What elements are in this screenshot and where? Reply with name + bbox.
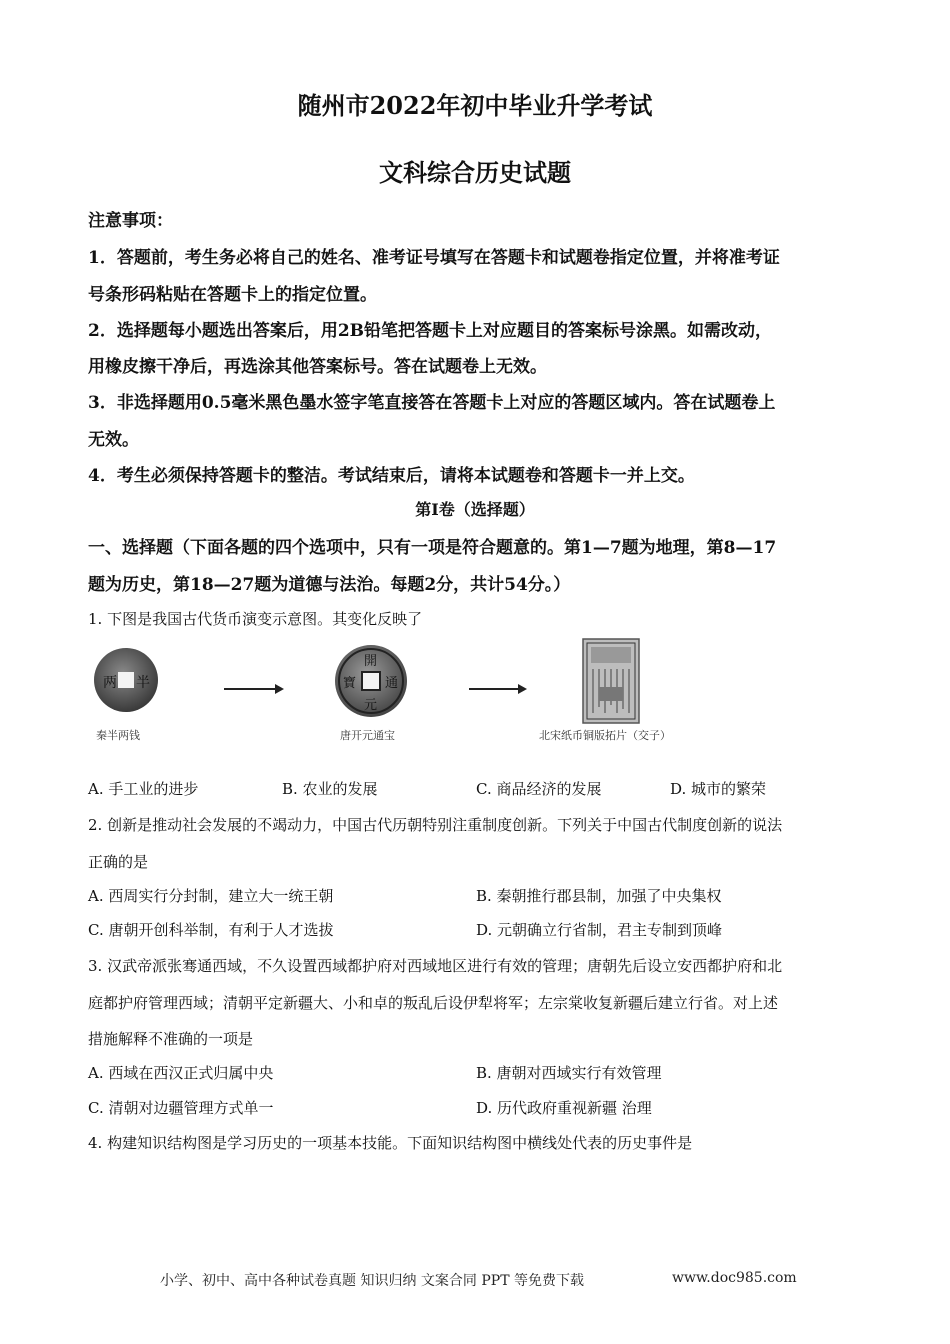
qin-banliang-coin-image: [92, 645, 160, 715]
caption-qin-banliang: 秦半两钱: [96, 729, 140, 742]
question-1-stem: 1. 下图是我国古代货币演变示意图。其变化反映了: [88, 610, 423, 628]
q2-option-a[interactable]: A. 西周实行分封制，建立大一统王朝: [88, 887, 334, 905]
notice-item-3-line2: 无效。: [88, 430, 139, 450]
coin1-char-0: 半: [136, 675, 150, 691]
question-3-stem-line2: 庭都护府管理西域；清朝平定新疆大、小和卓的叛乱后设伊犁将军；左宗棠收复新疆后建立行省。对上述: [88, 994, 779, 1012]
caption-song-jiaozi: 北宋纸币铜版拓片（交子）: [539, 729, 671, 742]
q3-option-c[interactable]: C. 清朝对边疆管理方式单一: [88, 1099, 274, 1117]
q3-option-b[interactable]: B. 唐朝对西域实行有效管理: [476, 1064, 662, 1082]
section-instructions-line2: 题为历史，第18—27题为道德与法治。每题2分，共计54分。）: [88, 575, 571, 595]
footer-website-link[interactable]: www.doc985.com: [672, 1270, 797, 1286]
question-3-stem-line1: 3. 汉武帝派张骞通西域，不久设置西域都护府对西域地区进行有效的管理；唐朝先后设立安西都护府和北: [88, 957, 783, 975]
coin2-char-2: 通: [385, 676, 399, 691]
q2-option-d[interactable]: D. 元朝确立行省制，君主专制到顶峰: [476, 921, 723, 939]
song-jiaozi-banknote-image: [581, 637, 641, 725]
footer-text: 小学、初中、高中各种试卷真题 知识归纳 文案合同 PPT 等免费下载: [160, 1273, 584, 1289]
caption-tang-kaiyuan: 唐开元通宝: [340, 729, 395, 742]
notice-heading: 注意事项：: [88, 211, 173, 231]
notice-item-3-line1: 3．非选择题用0.5毫米黑色墨水签字笔直接答在答题卡上对应的答题区域内。答在试题卷上: [88, 393, 776, 413]
coin2-char-3: 寶: [343, 676, 357, 691]
notice-item-2-line2: 用橡皮擦干净后，再选涂其他答案标号。答在试题卷上无效。: [88, 357, 547, 377]
question-2-stem-line1: 2. 创新是推动社会发展的不竭动力，中国古代历朝特别注重制度创新。下列关于中国古代制度创新的说法: [88, 816, 783, 834]
q3-option-a[interactable]: A. 西域在西汉正式归属中央: [88, 1064, 274, 1082]
q1-option-a[interactable]: A. 手工业的进步: [88, 780, 199, 798]
notice-item-1-line2: 号条形码粘贴在答题卡上的指定位置。: [88, 285, 377, 305]
coin2-char-1: 元: [364, 698, 378, 713]
arrow-right-icon: [224, 688, 282, 690]
q1-option-d[interactable]: D. 城市的繁荣: [670, 780, 767, 798]
q2-option-c[interactable]: C. 唐朝开创科举制，有利于人才选拔: [88, 921, 334, 939]
part-title: 第I卷（选择题）: [415, 500, 535, 519]
notice-item-2-line1: 2．选择题每小题选出答案后，用2B铅笔把答题卡上对应题目的答案标号涂黑。如需改动，: [88, 321, 773, 341]
notice-item-1-line1: 1．答题前，考生务必将自己的姓名、准考证号填写在答题卡和试题卷指定位置，并将准考证: [88, 248, 780, 268]
arrow-right-icon: [469, 688, 525, 690]
tang-kaiyuan-coin-image: [333, 643, 409, 719]
coin1-char-1: 两: [103, 675, 117, 691]
exam-title: 随州市2022年初中毕业升学考试: [297, 91, 653, 120]
paper-subtitle: 文科综合历史试题: [379, 158, 571, 187]
coin2-char-0: 開: [364, 654, 378, 669]
q1-option-c[interactable]: C. 商品经济的发展: [476, 780, 602, 798]
q2-option-b[interactable]: B. 秦朝推行郡县制，加强了中央集权: [476, 887, 722, 905]
section-instructions-line1: 一、选择题（下面各题的四个选项中，只有一项是符合题意的。第1—7题为地理，第8—17: [88, 538, 777, 558]
q1-option-b[interactable]: B. 农业的发展: [282, 780, 378, 798]
question-2-stem-line2: 正确的是: [88, 853, 149, 871]
notice-item-4: 4．考生必须保持答题卡的整洁。考试结束后，请将本试题卷和答题卡一并上交。: [88, 466, 695, 486]
question-3-stem-line3: 措施解释不准确的一项是: [88, 1030, 254, 1048]
q3-option-d[interactable]: D. 历代政府重视新疆 治理: [476, 1099, 652, 1117]
question-4-stem: 4. 构建知识结构图是学习历史的一项基本技能。下面知识结构图中横线处代表的历史事件是: [88, 1134, 693, 1152]
